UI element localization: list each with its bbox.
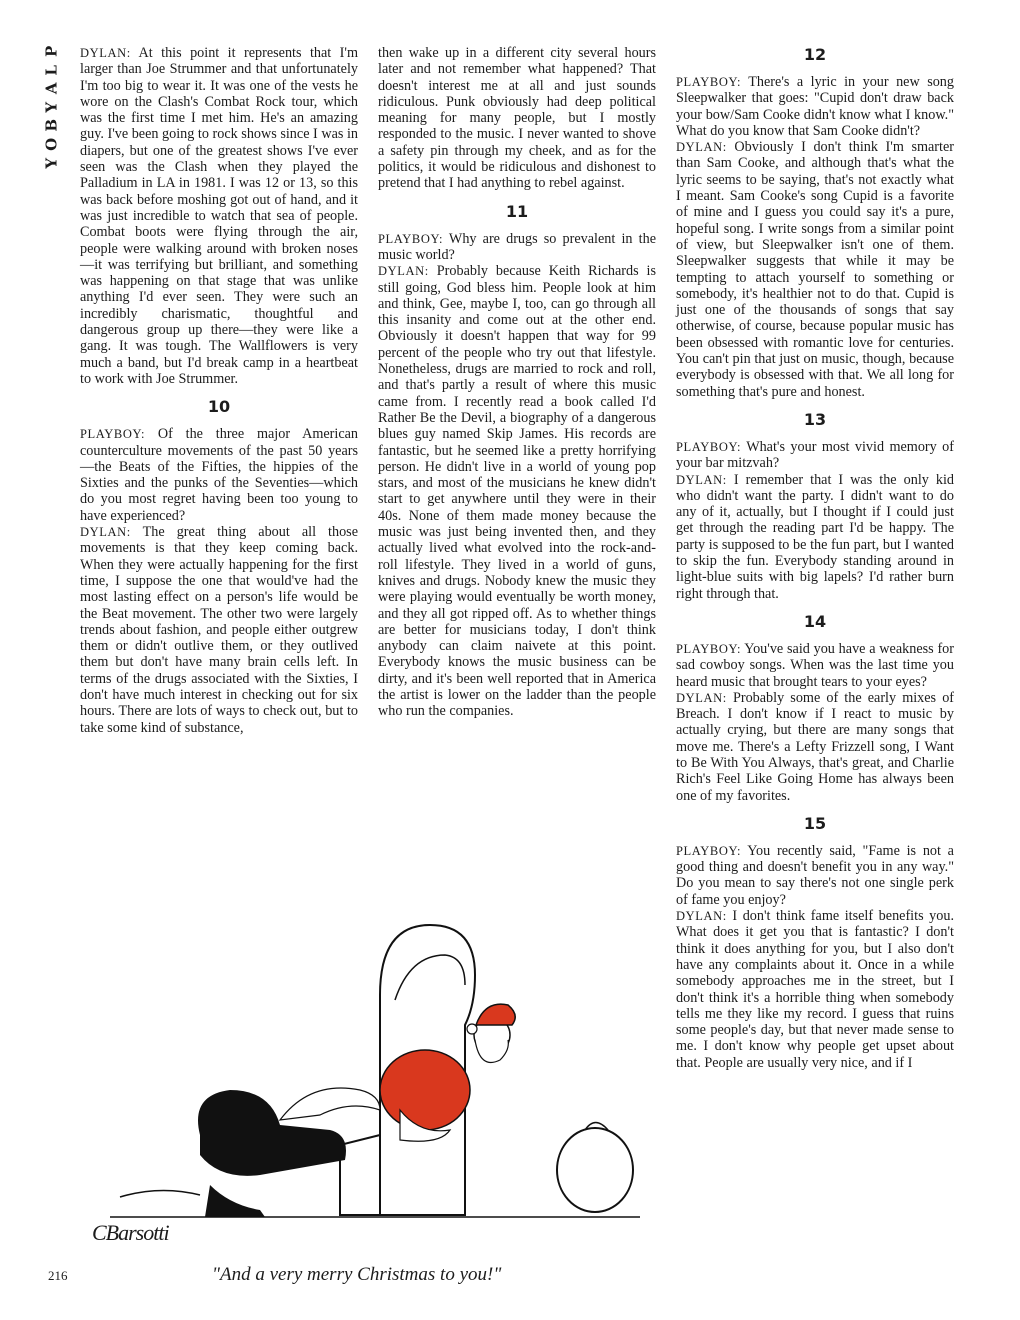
speaker-label: DYLAN: bbox=[80, 46, 131, 60]
masthead-letter: O bbox=[42, 137, 61, 151]
question-paragraph bbox=[676, 843, 954, 908]
santa-cartoon-illustration bbox=[80, 885, 660, 1255]
question-paragraph bbox=[676, 74, 954, 139]
answer-text: At this point it represents that I'm larger than Joe Strummer and that unfortunately I'm too big to wear it. It was one of the vests he wore on the Clash's Combat Rock tour, which was the first time I met him. He's an amazing guy. I've been going to rock shows since I was in diapers, but one of the greatest shows I've ever seen was the Clash when they played the Palladium in LA in 1981. I was 12 or 13, so this was back before moshing got out of hand, and it was just incredible to watch that sea of people. Combat boots were flying through the air, people were walking around with broken noses—it was terrifying but brilliant, and something was happening on that stage that was unlike anything I'd ever seen. They were such an incredibly charismatic, thoughtful and dangerous group up there—they were like a gang. It was tough. The Wallflowers is very much a band, but I'd break camp in a heartbeat to work with Joe Strummer. bbox=[80, 45, 359, 387]
masthead-letter: Y bbox=[42, 101, 61, 113]
cartoon-caption: "And a very merry Christmas to you!" bbox=[212, 1264, 502, 1285]
question-text: What's your most vivid memory of your bar mitzvah? bbox=[676, 438, 954, 472]
speaker-label: PLAYBOY: bbox=[676, 843, 742, 858]
question-paragraph bbox=[676, 439, 954, 472]
question-text: You recently said, "Fame is not a good thing and doesn't benefit you in any way." Do you mean to say there's not one single perk of fame you enjoy? bbox=[676, 842, 954, 908]
question-text: You've said you have a weakness for sad cowboy songs. When was the last time you heard music that brought tears to your eyes? bbox=[676, 640, 954, 690]
answer-paragraph bbox=[80, 45, 358, 387]
masthead-letter: A bbox=[42, 82, 61, 95]
santa-body bbox=[380, 1050, 470, 1130]
answer-text: Probably some of the early mixes of Breach. I don't know if I react to music by actually crying, but there are many songs that move me. There's a Lefty Frizzell song, I Want to Be With You Always, that's great, and Charlie Rich's Feel Like Going Home has always been one of my favorites. bbox=[676, 689, 955, 804]
answer-paragraph bbox=[676, 139, 954, 400]
column-2 bbox=[378, 45, 656, 720]
answer-paragraph bbox=[378, 45, 656, 192]
santa-hat bbox=[476, 1004, 515, 1025]
speaker-label: DYLAN: bbox=[378, 264, 429, 279]
section-number: 13 bbox=[803, 409, 827, 429]
question-text: Of the three major American counterculture movements of the past 50 years—the Beats of the Fifties, the hippies of the Sixties and the punks of the Seventies—which do you most regret having been too young to have experienced? bbox=[80, 426, 359, 524]
answer-paragraph bbox=[80, 524, 358, 736]
answer-text: then wake up in a different city several hours later and not remember what happened? That doesn't interest me at all and just sounds ridiculous. Punk obviously had deep political meaning for many people, but I mostly responded to the music. I never wanted to shove a safety pin through my cheek, and as for the politics, it would be ridiculous and dishonest to pretend that I had anything to rebel against. bbox=[378, 45, 656, 192]
speaker-label: PLAYBOY: bbox=[80, 427, 146, 442]
section-number: 11 bbox=[505, 201, 529, 221]
answer-text: Obviously I don't think I'm smarter than Sam Cooke, and although that's what the lyric seems to be saying, that's not exactly what I meant. Sam Cooke's song Cupid is a favorite of mine and I guess you could say it's a pure, hopeful song. I write songs from a similar point of view, but Sleepwalker isn't one of them. Sleepwalker suggests that while it may be tempting to attach yourself to something or somebody, it's healthier not to do that. Cupid is just one of the thousands of songs that say otherwise, of course, because popular music has been obsessed with romantic love for centuries. You can't pin that just on music, though, because everybody is obsessed with that. We all long for something that's pure and honest. bbox=[676, 139, 954, 400]
speaker-label: PLAYBOY: bbox=[676, 641, 742, 656]
question-paragraph bbox=[378, 231, 656, 264]
page-number: 216 bbox=[48, 1268, 68, 1283]
answer-text: I don't think fame itself benefits you. What does it get you that is fantastic? I don't think it does anything for you, but I also don't have any complaints about it. Once in a while somebody approaches me in the street, but I don't think it's a horrible thing when somebody tells me they like my record. I guess that ruins some people's day, but that never made sense to me. I don't know why people get upset about that. People are usually very nice, and if I bbox=[676, 908, 954, 1071]
masthead-letter: L bbox=[42, 64, 61, 76]
speaker-label: PLAYBOY: bbox=[378, 231, 444, 246]
answer-paragraph bbox=[676, 472, 954, 602]
speaker-label: DYLAN: bbox=[676, 909, 727, 924]
speaker-label: DYLAN: bbox=[676, 690, 727, 705]
question-text: Why are drugs so prevalent in the music world? bbox=[378, 230, 656, 263]
masthead-letter: P bbox=[42, 45, 61, 57]
speaker-label: PLAYBOY: bbox=[676, 75, 742, 89]
speaker-label: DYLAN: bbox=[80, 525, 131, 540]
answer-text: I remember that I was the only kid who didn't want the party. I didn't want to do any of it, actually, but I thought if I could just get through the reading part I'd be happy. The party is supposed to be the fun part, but I wanted to skip the fun. Everybody standing around in light-blue suits with big lapels? I'd rather burn right through that. bbox=[676, 471, 955, 602]
column-1 bbox=[80, 45, 358, 736]
speaker-label: DYLAN: bbox=[676, 472, 727, 487]
answer-paragraph bbox=[676, 690, 954, 804]
gift-sack bbox=[557, 1128, 633, 1212]
question-paragraph bbox=[80, 426, 358, 524]
answer-paragraph bbox=[676, 908, 954, 1071]
section-number: 10 bbox=[207, 397, 231, 417]
section-number: 15 bbox=[803, 813, 827, 833]
speaker-label: PLAYBOY: bbox=[676, 439, 742, 454]
section-number: 14 bbox=[803, 611, 827, 631]
masthead-letter: Y bbox=[42, 157, 61, 169]
question-text: There's a lyric in your new song Sleepwalker that goes: "Cupid don't draw back your bow/Sam Cooke didn't know what I know." What do you know that Sam Cooke didn't? bbox=[676, 74, 954, 139]
question-paragraph bbox=[676, 641, 954, 690]
answer-paragraph bbox=[378, 263, 656, 719]
santa-beard bbox=[475, 1040, 508, 1063]
speaker-label: DYLAN: bbox=[676, 140, 727, 155]
cartoonist-signature: CBarsotti bbox=[92, 1220, 169, 1245]
column-3 bbox=[676, 45, 954, 1071]
answer-text: Probably because Keith Richards is still going, God bless him. People look at him and think, Gee, maybe I, too, can go through all this insanity and come out at the other end. Obviously it doesn't happen that way for 99 percent of the people who try out that lifestyle. Nonetheless, drugs are married to rock and roll, and that's partly a result of where this music came from. I recently read a book called I'd Rather Be the Devil, a biography of a dangerous blues guy named Skip James. His records are fantastic, but he seemed like a pretty horrifying person. He didn't live in a world of young pop stars, and most of the musicians he knew didn't start to get anywhere until they were in their 40s. None of them made money because the music was just being invented then, and they actually lived what evolved into the rock-and-roll lifestyle. They lived in a world of guns, knives and drugs. Nobody knew the music they were playing would eventually be worth money, and they all got ripped off. As to whether things are better for musicians today, I don't think anybody can claim naivete at this point. Everybody knows the music business can be dirty, and it's been well reported that in America the artist is lower on the ladder than the people who run the companies. bbox=[378, 263, 657, 720]
section-number: 12 bbox=[803, 45, 827, 64]
playboy-masthead bbox=[40, 42, 64, 172]
answer-text: The great thing about all those movements is that they keep coming back. When they were actually happening for the first time, I suppose the one that would've had the most lasting effect on a person's life would be the Beat movement. The other two were largely trends about fashion, and people either outgrew them or didn't outlive them, or they outlived them but don't have many brain cells left. In terms of the drugs associated with the Sixties, I don't have much interest in checking out for six hours. There are lots of ways to check out, but to take some kind of substance, bbox=[80, 524, 358, 736]
masthead-letter: B bbox=[42, 119, 61, 133]
